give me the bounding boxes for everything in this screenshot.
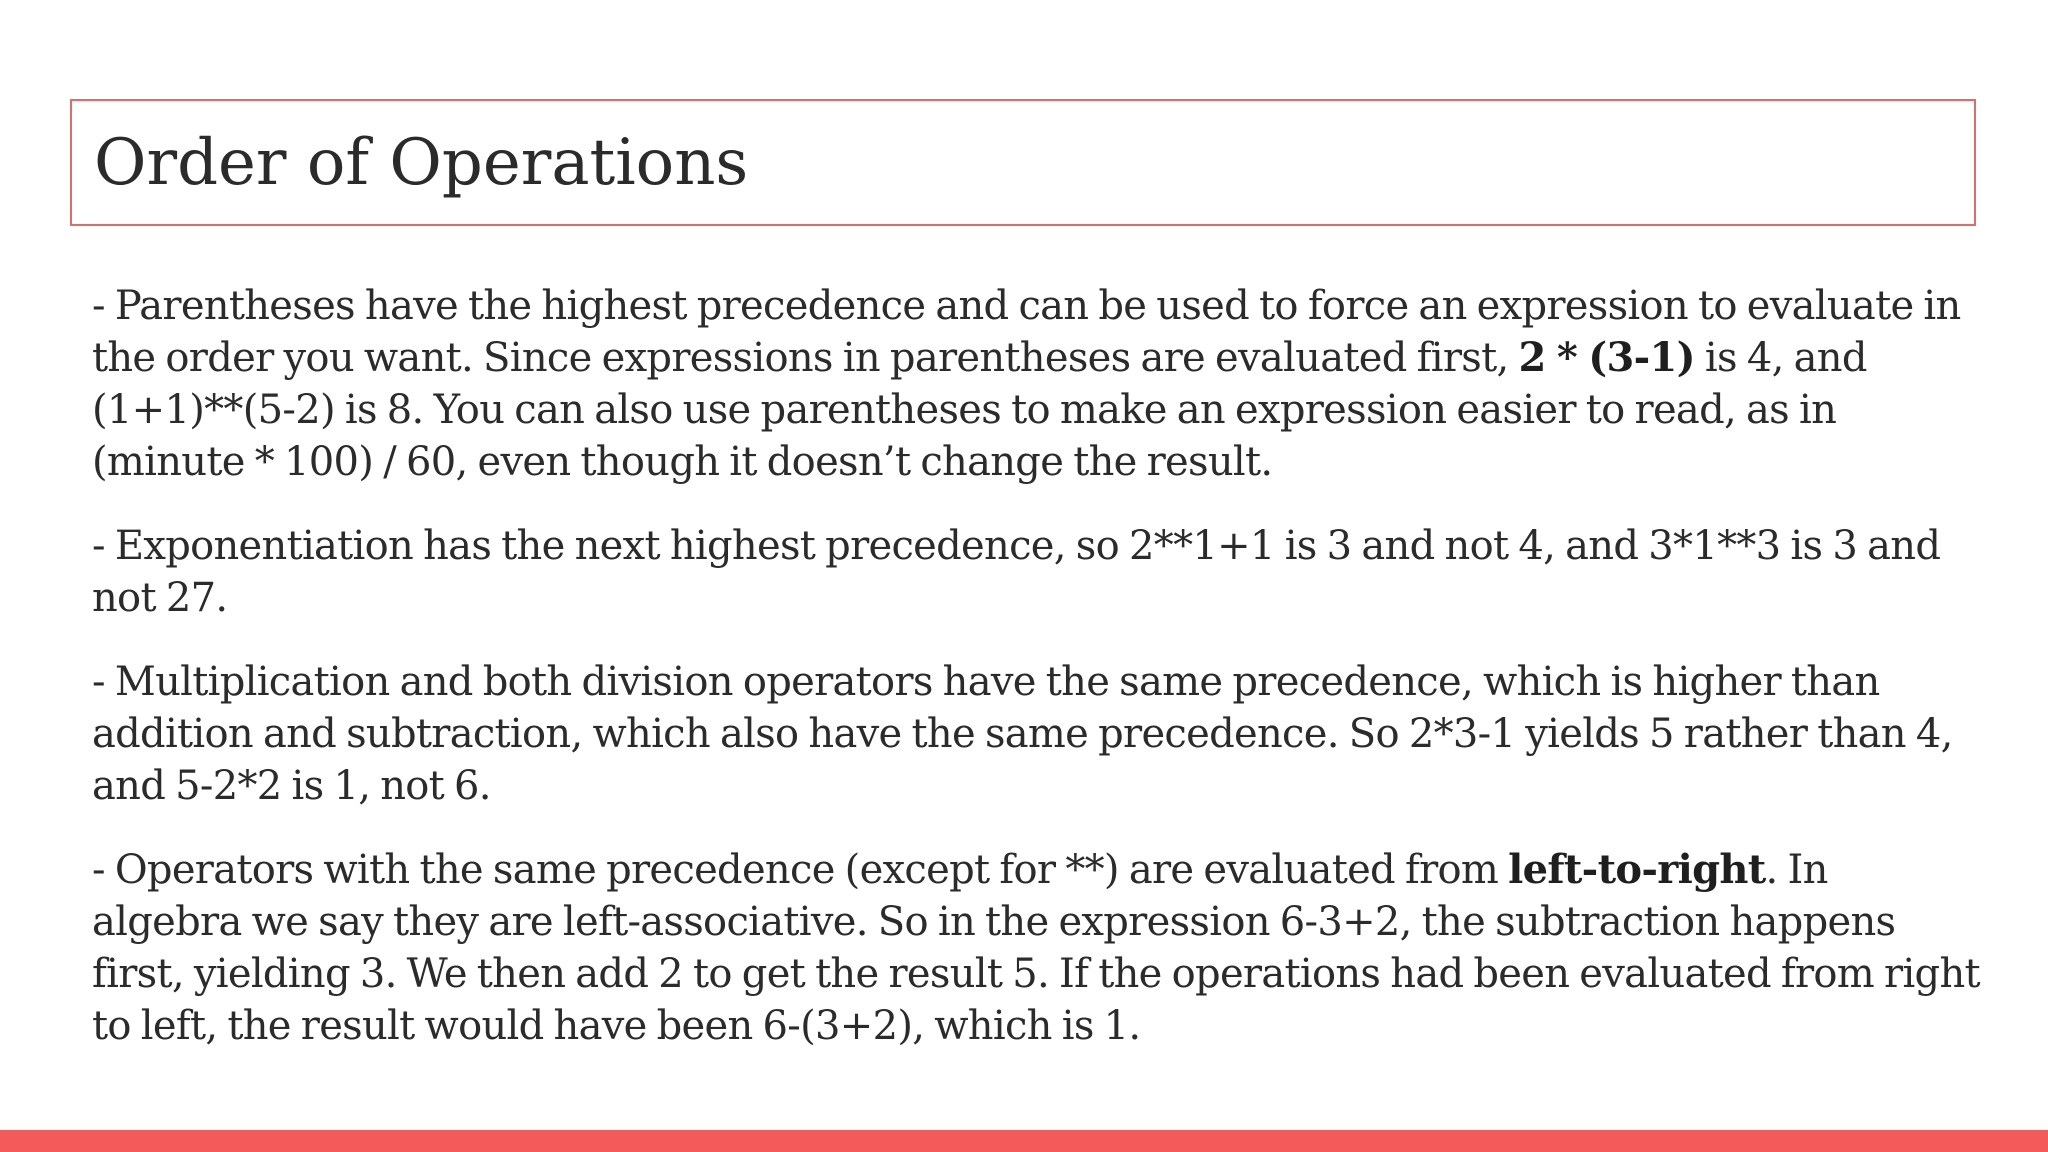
paragraph-text: - Exponentiation has the next highest precedence, so 2**1+1 is 3 and not 4, and 3*1**3 is 3 and not 27. — [92, 523, 1941, 621]
paragraph-parentheses — [92, 280, 1982, 488]
paragraph-text: is 4, and (1+1)**(5-2) is 8. You can also use parentheses to make an expression easier to read, as in (minute * 100) / 60, even though it doesn’t change the result. — [92, 335, 1867, 485]
paragraph-text: . In algebra we say they are left-associative. So in the expression 6-3+2, the subtraction happens first, yielding 3. We then add 2 to get the result 5. If the operations had been evaluated from right to left, the result would have been 6-(3+2), which is 1. — [92, 847, 1980, 1049]
bold-expression: 2 * (3-1) — [1518, 334, 1695, 381]
paragraph-exponentiation — [92, 520, 1982, 624]
paragraph-text: - Operators with the same precedence (except for **) are evaluated from — [92, 847, 1509, 893]
slide-body — [92, 280, 1982, 1084]
bold-term: left-to-right — [1508, 846, 1766, 893]
bottom-accent-bar — [0, 1130, 2048, 1152]
paragraph-text: - Multiplication and both division operators have the same precedence, which is higher than addition and subtraction, which also have the same precedence. So 2*3-1 yields 5 rather than 4, and 5-2*2 is 1, not 6. — [92, 659, 1953, 809]
paragraph-text: - Parentheses have the highest precedence and can be used to force an expression to evaluate in the order you want. Since expressions in parentheses are evaluated first, — [92, 283, 1961, 381]
paragraph-associativity — [92, 844, 1982, 1052]
slide-title: Order of Operations — [94, 125, 749, 200]
paragraph-multiplication — [92, 656, 1982, 812]
title-box — [70, 99, 1976, 226]
